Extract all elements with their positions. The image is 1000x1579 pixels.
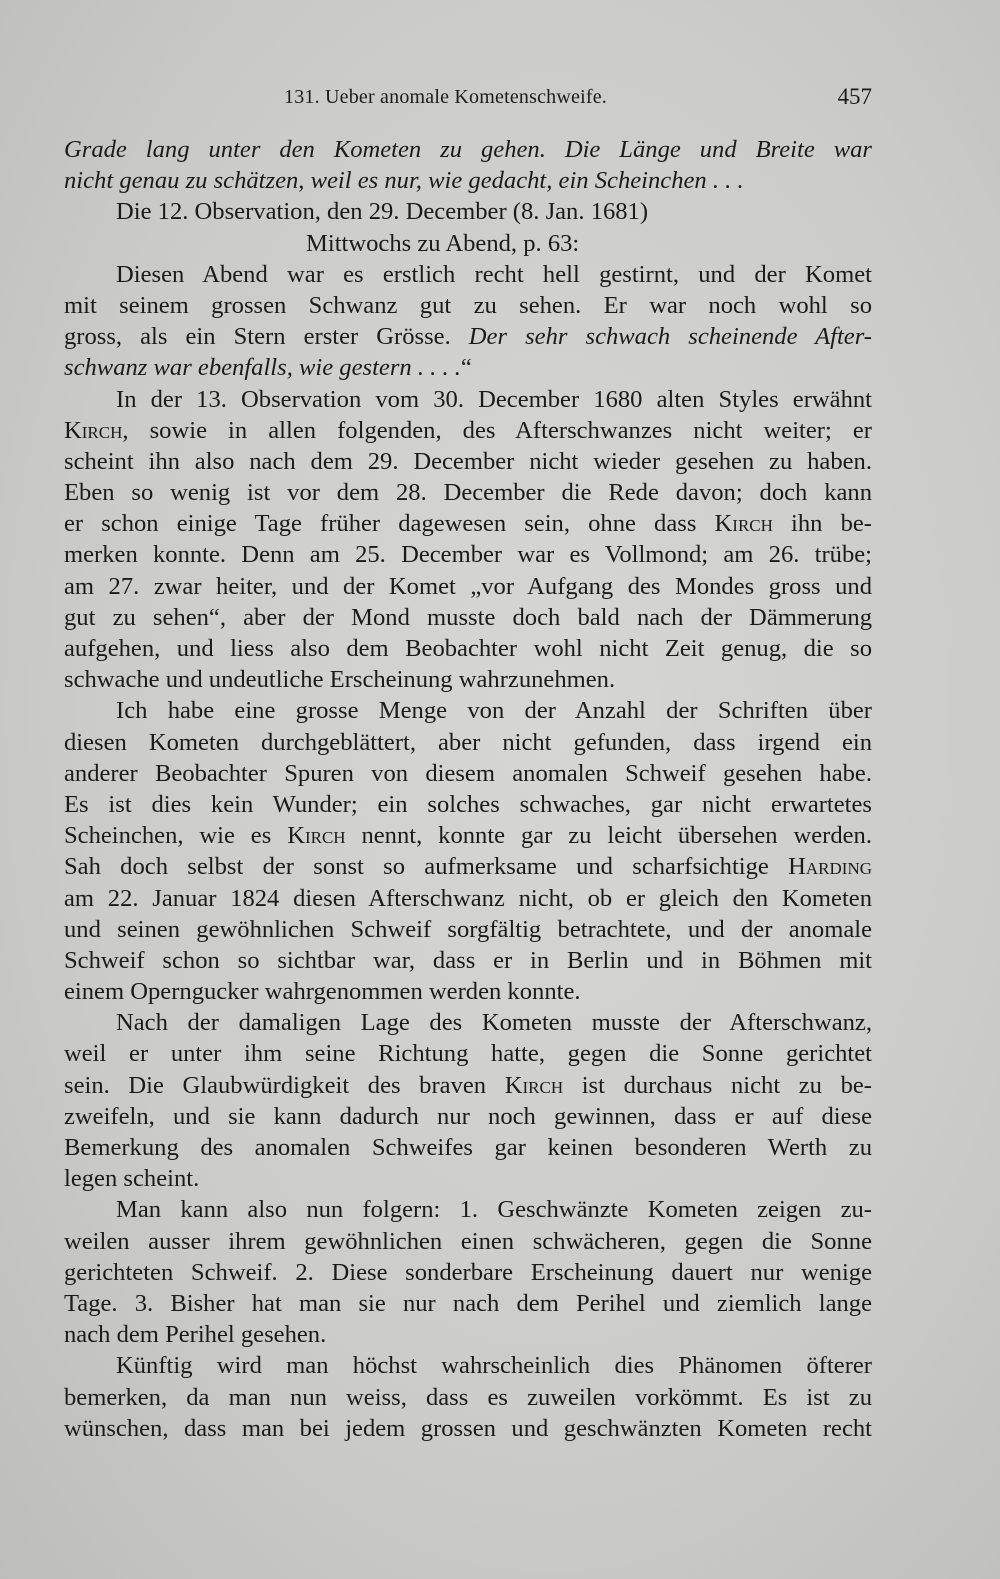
quoted-text: Grade lang unter den Kometen zu gehen. Die Länge und Breite war xyxy=(64,136,872,163)
text-run: nennt, konnte gar zu leicht übersehen werden. xyxy=(345,822,873,850)
text-line xyxy=(64,321,872,352)
quoted-text: schwanz war ebenfalls, wie gestern . . . . xyxy=(64,354,461,382)
quoted-text: nicht genau zu schätzen, weil es nur, wie gedacht, ein Scheinchen . . . xyxy=(64,167,744,195)
quoted-text: Der sehr schwach scheinende After- xyxy=(468,323,872,351)
author-name: Kirch xyxy=(714,510,773,538)
text-line xyxy=(64,883,872,914)
text-line xyxy=(64,1007,872,1038)
text-run: Schweif schon so sichtbar war, dass er in Berlin und in Böhmen mit xyxy=(64,946,872,974)
body-text xyxy=(64,134,872,1444)
text-run: Die 12. Observation, den 29. December (8. Jan. 1681) xyxy=(116,198,649,226)
text-run: Mittwochs zu Abend, p. 63: xyxy=(306,229,580,257)
author-name: Harding xyxy=(788,853,872,881)
text-line xyxy=(64,508,872,539)
text-run: Scheinchen, wie es xyxy=(64,822,288,850)
text-line xyxy=(64,196,872,227)
page-header xyxy=(64,86,872,116)
text-line xyxy=(64,134,872,165)
text-run: ihn be- xyxy=(772,510,872,538)
text-run: Ich habe eine grosse Menge von der Anzahl der Schriften über xyxy=(116,697,872,725)
text-line xyxy=(64,384,872,415)
text-run: aufgehen, und liess also dem Beobachter wohl nicht Zeit genug, die so xyxy=(64,635,872,662)
text-run: Künftig wird man höchst wahrscheinlich dies Phänomen öfterer xyxy=(116,1352,872,1380)
text-run: Es ist dies kein Wunder; ein solches schwaches, gar nicht erwartetes xyxy=(64,790,872,818)
text-run: gerichteten Schweif. 2. Diese sonderbare Erscheinung dauert nur wenige xyxy=(64,1258,872,1286)
text-run: Diesen Abend war es erstlich recht hell gestirnt, und der Komet xyxy=(116,260,872,288)
text-run: schwache und undeutliche Erscheinung wahrzunehmen. xyxy=(64,666,616,694)
text-run: weil er unter ihm seine Richtung hatte, gegen die Sonne gerichtet xyxy=(64,1040,872,1068)
text-run: mit seinem grossen Schwanz gut zu sehen. Er war noch wohl so xyxy=(64,291,872,319)
text-line xyxy=(64,539,872,570)
text-run: merken konnte. Denn am 25. December war es Vollmond; am 26. trübe; xyxy=(64,541,872,569)
running-head: 131. Ueber anomale Kometenschweife. xyxy=(284,86,607,108)
text-line xyxy=(64,633,872,664)
text-line xyxy=(64,727,872,758)
text-run: weilen ausser ihrem gewöhnlichen einen schwächeren, gegen die Sonne xyxy=(64,1227,872,1255)
text-line xyxy=(64,1319,872,1350)
text-line xyxy=(64,1132,872,1163)
text-run: diesen Kometen durchgeblättert, aber nicht gefunden, dass irgend ein xyxy=(64,728,872,756)
text-line xyxy=(64,945,872,976)
text-run: Sah doch selbst der sonst so aufmerksame und scharfsichtige xyxy=(64,853,789,881)
text-line xyxy=(64,290,872,321)
text-line xyxy=(64,914,872,945)
text-line xyxy=(64,1038,872,1069)
author-name: Kirch xyxy=(287,822,346,850)
text-run: gut zu sehen“, aber der Mond musste doch bald nach der Dämmerung xyxy=(64,603,872,631)
text-run: , sowie in allen folgenden, des Afterschwanzes nicht weiter; er xyxy=(122,416,872,444)
text-run: Bemerkung des anomalen Schweifes gar keinen besonderen Werth zu xyxy=(64,1134,872,1161)
text-run: gross, als ein Stern erster Grösse. xyxy=(64,323,469,351)
text-run: sein. Die Glaubwürdigkeit des braven xyxy=(64,1071,505,1099)
text-run: Tage. 3. Bisher hat man sie nur nach dem Perihel und ziemlich lange xyxy=(64,1289,872,1317)
author-name: Kirch xyxy=(64,416,123,444)
text-run: einem Operngucker wahrgenommen werden konnte. xyxy=(64,978,581,1006)
text-run: “ xyxy=(460,354,472,382)
text-run: nach dem Perihel gesehen. xyxy=(64,1321,327,1349)
text-run: In der 13. Observation vom 30. December 1680 alten Styles erwähnt xyxy=(116,385,872,413)
text-line xyxy=(64,1226,872,1257)
text-line xyxy=(64,1101,872,1132)
text-line xyxy=(64,758,872,789)
author-name: Kirch xyxy=(504,1071,564,1099)
page-number: 457 xyxy=(837,84,872,109)
text-run: und seinen gewöhnlichen Schweif sorgfältig betrachtete, und der anomale xyxy=(64,915,872,943)
text-line xyxy=(64,571,872,602)
text-line xyxy=(64,695,872,726)
text-line xyxy=(64,1382,872,1413)
text-line xyxy=(64,228,872,259)
text-run: anderer Beobachter Spuren von diesem anomalen Schweif gesehen habe. xyxy=(64,759,872,787)
text-run: er schon einige Tage früher dagewesen sein, ohne dass xyxy=(64,510,715,538)
text-line xyxy=(64,1194,872,1225)
text-line xyxy=(64,664,872,695)
text-line xyxy=(64,1288,872,1319)
text-run: zweifeln, und sie kann dadurch nur noch gewinnen, dass er auf diese xyxy=(64,1102,872,1130)
text-run: Nach der damaligen Lage des Kometen musste der Afterschwanz, xyxy=(116,1009,872,1037)
text-line xyxy=(64,259,872,290)
text-run: wünschen, dass man bei jedem grossen und geschwänzten Kometen recht xyxy=(64,1414,872,1442)
text-run: bemerken, da man nun weiss, dass es zuweilen vorkömmt. Es ist zu xyxy=(64,1383,872,1411)
text-line xyxy=(64,1070,872,1101)
text-line xyxy=(64,789,872,820)
text-line xyxy=(64,602,872,633)
text-line xyxy=(64,820,872,851)
text-line xyxy=(64,851,872,882)
text-run: Man kann also nun folgern: 1. Geschwänzte Kometen zeigen zu- xyxy=(116,1196,872,1224)
text-line xyxy=(64,446,872,477)
text-line xyxy=(64,477,872,508)
text-line xyxy=(64,165,872,196)
text-run: legen scheint. xyxy=(64,1165,200,1193)
text-line xyxy=(64,976,872,1007)
text-line xyxy=(64,352,872,383)
text-run: am 27. zwar heiter, und der Komet „vor Aufgang des Mondes gross und xyxy=(64,572,872,600)
text-run: scheint ihn also nach dem 29. December nicht wieder gesehen zu haben. xyxy=(64,447,872,475)
text-run: Eben so wenig ist vor dem 28. December die Rede davon; doch kann xyxy=(64,479,872,507)
text-line xyxy=(64,1163,872,1194)
text-line xyxy=(64,415,872,446)
text-line xyxy=(64,1350,872,1381)
text-line xyxy=(64,1413,872,1444)
text-run: ist durchaus nicht zu be- xyxy=(563,1071,872,1099)
text-line xyxy=(64,1257,872,1288)
text-run: am 22. Januar 1824 diesen Afterschwanz nicht, ob er gleich den Kometen xyxy=(64,884,872,912)
